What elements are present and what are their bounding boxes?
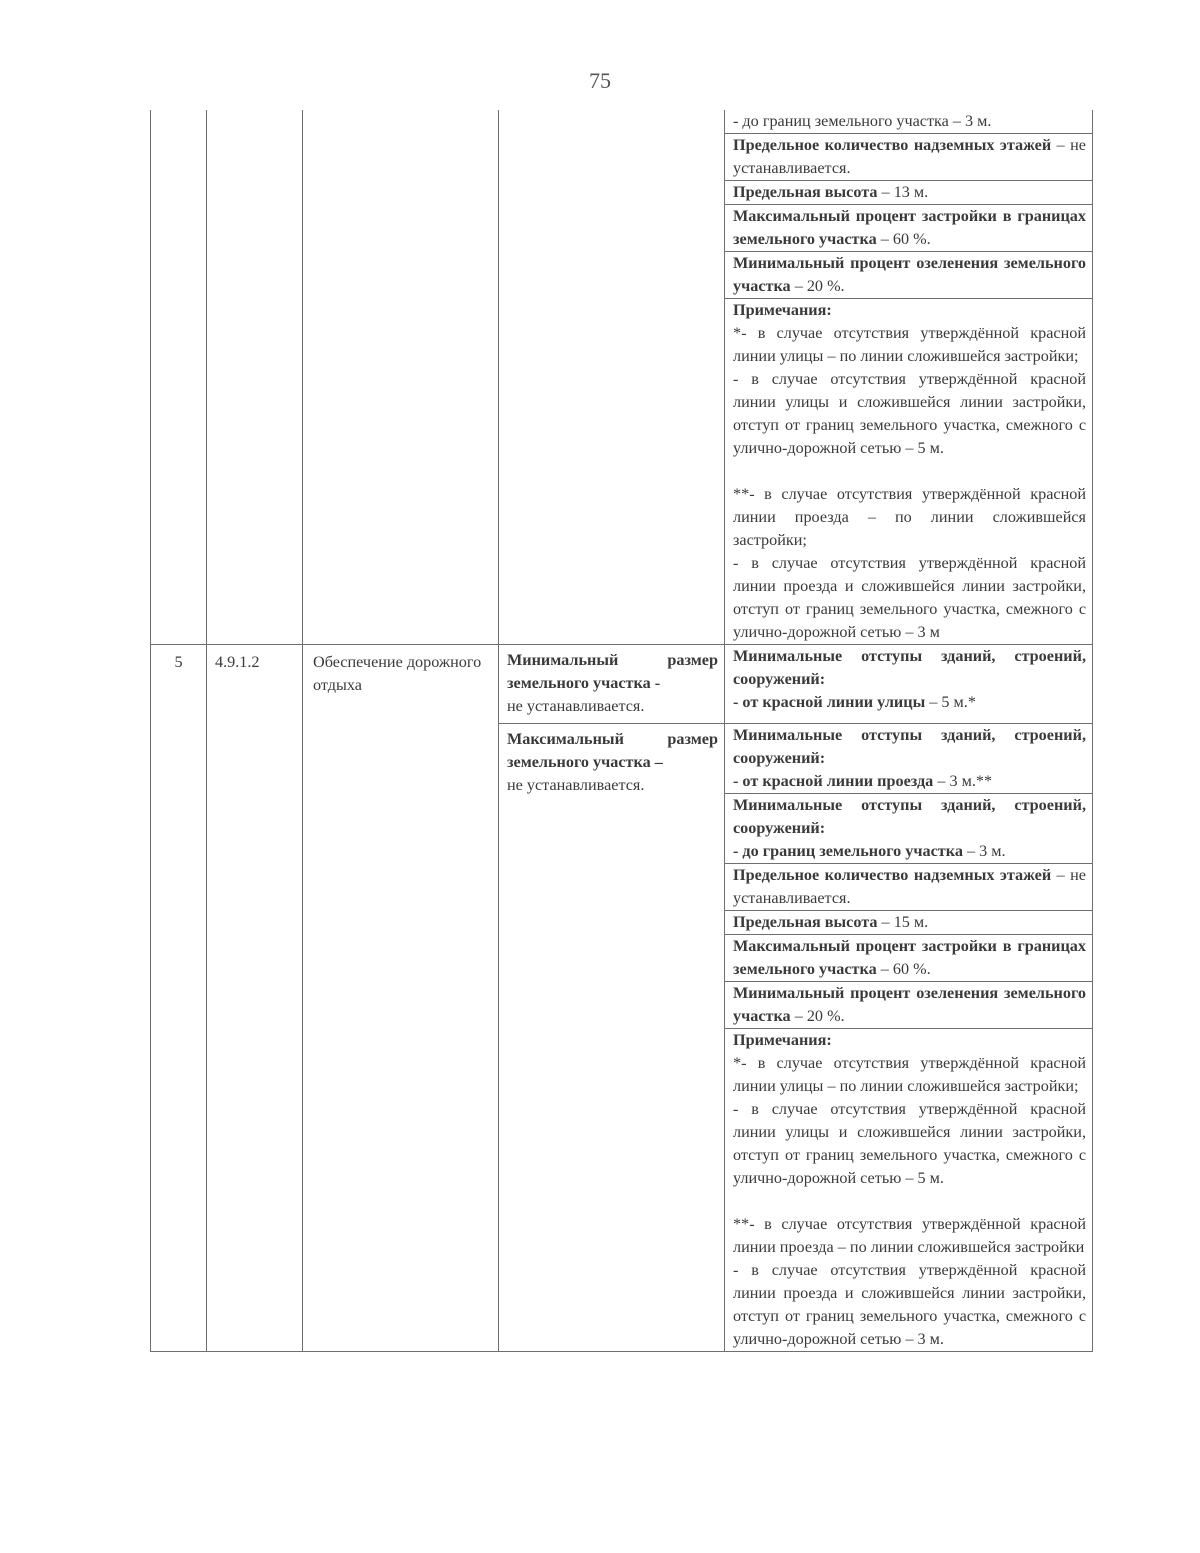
param-value: – 60 %. [876, 230, 931, 248]
note-line: - в случае отсутствия утверждённой красной линии улицы и сложившейся линии застройки, отступ от границ земельного участка, смежного с улично-дорожной сетью – 5 м. [733, 370, 1086, 457]
page-number: 75 [589, 68, 611, 93]
param-value: – 20 %. [790, 277, 845, 295]
note-line: - в случае отсутствия утверждённой красной линии проезда и сложившейся линии застройки, отступ от границ земельного участка, смежного с улично-дорожной сетью – 3 м. [733, 1261, 1086, 1348]
param-label: Минимальные отступы зданий, строений, сооружений: [733, 647, 1086, 688]
notes-title: Примечания: [733, 301, 832, 319]
param-sublabel: - от красной линии проезда [733, 772, 934, 790]
param-value: – не устанавливается. [733, 866, 1086, 907]
note-line: - в случае отсутствия утверждённой красной линии проезда и сложившейся линии застройки, отступ от границ земельного участка, смежного с улично-дорожной сетью – 3 м [733, 554, 1086, 641]
param-cell [725, 935, 1093, 982]
use-code: 4.9.1.2 [207, 645, 303, 1352]
note-line: **- в случае отсутствия утверждённой красной линии проезда – по линии сложившейся застройки [733, 1215, 1086, 1256]
param-label: Предельное количество надземных этажей [733, 136, 1052, 154]
max-size-label: Максимальный размер земельного участка – [507, 730, 718, 771]
param-label: Предельная высота [733, 913, 878, 931]
param-label: Минимальный процент озеленения земельного участка [733, 984, 1086, 1025]
use-name: Обеспечение дорожного отдыха [303, 645, 499, 1352]
min-size-label: Минимальный размер земельного участка - [507, 651, 718, 692]
notes-cell [725, 1029, 1093, 1352]
zoning-regulations-table [150, 110, 1093, 1352]
max-size-cell [499, 724, 725, 1352]
param-cell [725, 645, 1093, 724]
min-size-value: не устанавливается. [507, 697, 645, 715]
cont-use-cell [303, 110, 499, 645]
param-label: Минимальные отступы зданий, строений, сооружений: [733, 796, 1086, 837]
cont-code-cell [207, 110, 303, 645]
param-cell [725, 864, 1093, 911]
param-sublabel: - до границ земельного участка [733, 842, 963, 860]
min-size-cell [499, 645, 725, 724]
param-value: – не устанавливается. [733, 136, 1086, 177]
note-line: *- в случае отсутствия утверждённой красной линии улицы – по линии сложившейся застройки; [733, 1054, 1086, 1095]
param-cell [725, 181, 1093, 205]
param-sublabel: - от красной линии улицы [733, 693, 926, 711]
param-cell [725, 205, 1093, 252]
param-value: – 13 м. [877, 183, 929, 201]
param-cell [725, 724, 1093, 794]
note-spacer [733, 1190, 1086, 1213]
param-cell [725, 794, 1093, 864]
param-cell [725, 911, 1093, 935]
param-text: - до границ земельного участка – 3 м. [733, 112, 992, 130]
param-label: Максимальный процент застройки в границах земельного участка [733, 937, 1086, 978]
note-line: **- в случае отсутствия утверждённой красной линии проезда – по линии сложившейся застройки; [733, 485, 1086, 549]
param-cell [725, 110, 1093, 134]
param-cell [725, 134, 1093, 181]
param-cell [725, 982, 1093, 1029]
note-spacer [733, 460, 1086, 483]
cont-number-cell [151, 110, 207, 645]
param-value: – 60 %. [876, 960, 931, 978]
continued-param-row [151, 110, 1093, 134]
param-label: Предельное количество надземных этажей [733, 866, 1052, 884]
param-value: – 3 м.** [933, 772, 993, 790]
table-row [151, 645, 1093, 724]
row-number: 5 [151, 645, 207, 1352]
param-cell [725, 252, 1093, 299]
notes-cell [725, 299, 1093, 645]
cont-size-cell [499, 110, 725, 645]
note-line: - в случае отсутствия утверждённой красной линии улицы и сложившейся линии застройки, отступ от границ земельного участка, смежного с улично-дорожной сетью – 5 м. [733, 1100, 1086, 1187]
param-label: Минимальные отступы зданий, строений, сооружений: [733, 726, 1086, 767]
notes-title: Примечания: [733, 1031, 832, 1049]
param-value: – 3 м. [962, 842, 1006, 860]
param-label: Предельная высота [733, 183, 878, 201]
param-value: – 5 м.* [925, 693, 976, 711]
param-value: – 20 %. [790, 1007, 845, 1025]
max-size-value: не устанавливается. [507, 776, 645, 794]
param-label: Минимальный процент озеленения земельного участка [733, 254, 1086, 295]
param-label: Максимальный процент застройки в границах земельного участка [733, 207, 1086, 248]
note-line: *- в случае отсутствия утверждённой красной линии улицы – по линии сложившейся застройки; [733, 324, 1086, 365]
param-value: – 15 м. [877, 913, 929, 931]
